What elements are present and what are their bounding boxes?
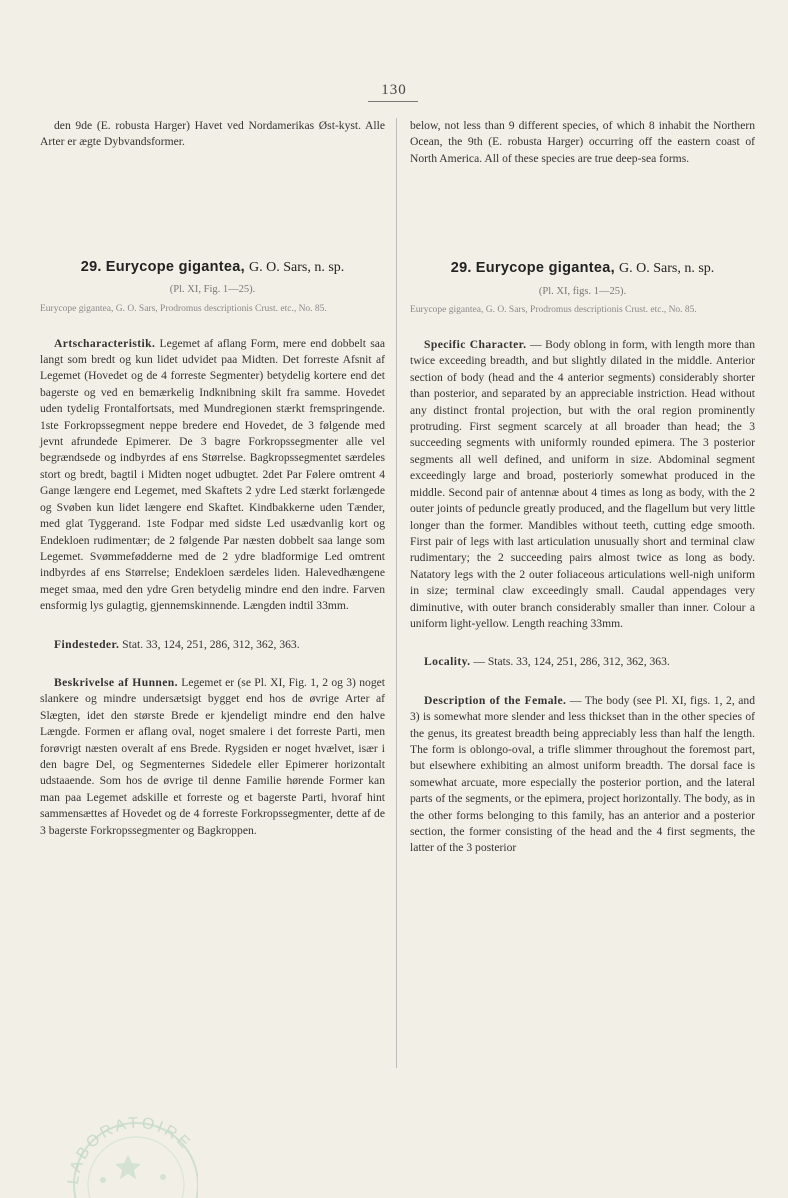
right-description-heading: Description of the Female.: [424, 693, 567, 707]
right-title-number: 29.: [450, 260, 472, 277]
library-stamp-icon: [58, 1085, 198, 1198]
right-characteristic-heading: Specific Character.: [424, 338, 527, 352]
left-intro: den 9de (E. robusta Harger) Havet ved Nordamerikas Øst-kyst. Alle Arter er ægte Dybvandsformer.: [40, 119, 385, 149]
right-column: [410, 0, 755, 857]
right-locality-body: — Stats. 33, 124, 251, 286, 312, 362, 363.: [473, 655, 670, 669]
left-description-heading: Beskrivelse af Hunnen.: [54, 675, 178, 689]
right-title-name: Eurycope gigantea,: [475, 260, 615, 277]
right-characteristic: [410, 337, 755, 632]
left-title-number: 29.: [80, 258, 102, 275]
left-characteristic-heading: Artscharacteristik.: [54, 336, 156, 350]
right-description-body: — The body (see Pl. XI, figs. 1, 2, and 3) is somewhat more slender and less thickset than in the other species of the genus, its greatest breadth being appreciably less than half the length. The form is oblongo-oval, a trifle slimmer throughout the foremost part, but elsewhere exhibiting an almost uniform breadth. The dorsal face is somewhat arcuate, more especially the posterior portion, and the lateral parts of the segments, or the epimera, project horizontally. The body, as in the other forms belonging to this family, has an anterior and a posterior section, the former consisting of the head and the 4 first segments, the latter of the 3 posterior: [410, 693, 755, 855]
left-locality-heading: Findesteder.: [54, 637, 120, 651]
left-species-title: [40, 259, 385, 276]
right-description: [410, 693, 755, 857]
right-title-author: G. O. Sars, n. sp.: [619, 261, 715, 277]
right-species-title: [410, 260, 755, 277]
left-locality-body: Stat. 33, 124, 251, 286, 312, 362, 363.: [122, 637, 300, 651]
right-intro: below, not less than 9 different species, of which 8 inhabit the Northern Ocean, the 9th (E. robusta Harger) occurring off the eastern coast of North America. All of these species are true deep-sea forms.: [410, 119, 755, 165]
right-bibliographic-ref: Eurycope gigantea, G. O. Sars, Prodromus descriptionis Crust. etc., No. 85.: [410, 305, 697, 316]
left-description-body: Legemet er (se Pl. XI, Fig. 1, 2 og 3) noget slankere og mindre undersætsigt bygget end hos de øvrige Arter af Slægten, idet den største Brede er kjendeligt mindre end den halve Længde. Formen er aflang oval, noget smalere i det forreste Parti, men forøvrigt næsten overalt af ens Brede. Rygsiden er noget hvælvet, især i den bagre Del, og Segmenternes Sidedele eller Epimerer horizontalt udstaaende. Som hos de øvrige til denne Familie hørende Former kan man paa Legemet adskille et forreste og et bagerste Parti, hvoraf hint sammensættes af Hovedet og de 4 forreste Forkropssegmenter, dette af de 3 bagerste Forkropssegmenter og Bagkroppen.: [40, 675, 385, 837]
left-locality: [40, 637, 385, 653]
left-characteristic-body: Legemet af aflang Form, mere end dobbelt saa langt som bredt og kun lidet udvidet paa Midten. Det forreste Afsnit af Legemet (Hovedet og de 4 forreste Segmenter) betydelig kortere end det bagerste og ved en bemærkelig Indknibning skilt fra samme. Hovedet uden tydelig Frontalfortsats, med Mundregionen stærkt fremspringende. 1ste Forkropssegment neppe bredere end Hovedet, de 3 følgende med jevnt afrundede Epimerer. De 3 bagre Forkropssegmenter alle vel begrændsede og indbyrdes af ens Størrelse. Bagkropssegmentet særdeles stort og bredt, bagtil i Midten noget udbugtet. 2det Par Følere omtrent 4 Gange længere end Legemet, med Skaftets 2 ydre Led stærkt forlængede og Svøben kun lidet længere end Skaftet. Kindbakkerne uden Tænder, med glat Tyggerand. 1ste Fodpar med sidste Led usædvanlig kort og Endekloen rudimentær; de 2 følgende Par næsten dobbelt saa lange som Legemet. Svømmefødderne med de 2 ydre bladformige Led omtrent indbyrdes af ens Størrelse; Endekloen særdeles liden. Halevedhængene meget smaa, med den ydre Gren betydelig mindre end den indre. Farven ensformig lys gulagtig, gjennemskinnende. Længden indtil 33mm.: [40, 336, 385, 613]
right-locality-heading: Locality.: [424, 655, 471, 669]
left-bibliographic-ref: Eurycope gigantea, G. O. Sars, Prodromus descriptionis Crust. etc., No. 85.: [40, 303, 327, 314]
left-plate-ref: (Pl. XI, Fig. 1—25).: [169, 284, 256, 296]
page-number: 130: [381, 82, 407, 98]
left-title-name: Eurycope gigantea,: [105, 258, 245, 275]
left-characteristic: [40, 336, 385, 615]
left-title-author: G. O. Sars, n. sp.: [249, 259, 345, 275]
right-plate-ref: (Pl. XI, figs. 1—25).: [538, 285, 627, 297]
stamp-text: LABORATOIRE: [64, 1114, 195, 1186]
right-locality: [410, 654, 755, 670]
column-divider: [396, 118, 397, 1068]
right-characteristic-body: — Body oblong in form, with length more than twice exceeding breadth, and but slightly dilated in the middle. Anterior section of body (head and the 4 anterior segments) considerably shorter than posterior, and separated by an appreciable instriction. Head without any distinct frontal projection, but with the oral region prominently protruding. First segment scarcely at all broader than head; the 3 succeeding segments with uniformly rounded epimera. The 3 posterior segments all well defined, and uniform in size. Abdominal segment exceedingly large and broad, posteriorly somewhat produced in the middle. Second pair of antennæ about 4 times as long as body, with the 2 outer joints of peduncle greatly produced, and the flagellum but very little longer than the former. Mandibles without teeth, cutting edge smooth. First pair of legs with last articulation unusually short and terminal claw rudimentary; the 2 succeeding pairs almost twice as long as body. Natatory legs with the 2 outer foliaceous articulations well-nigh uniform in size; terminal claw exceedingly small. Caudal appendages very diminutive, with outer branch considerably smaller than inner. Colour a uniform light-yellow. Length reaching 33mm.: [410, 338, 755, 630]
left-column: [40, 0, 385, 839]
left-description: [40, 675, 385, 839]
